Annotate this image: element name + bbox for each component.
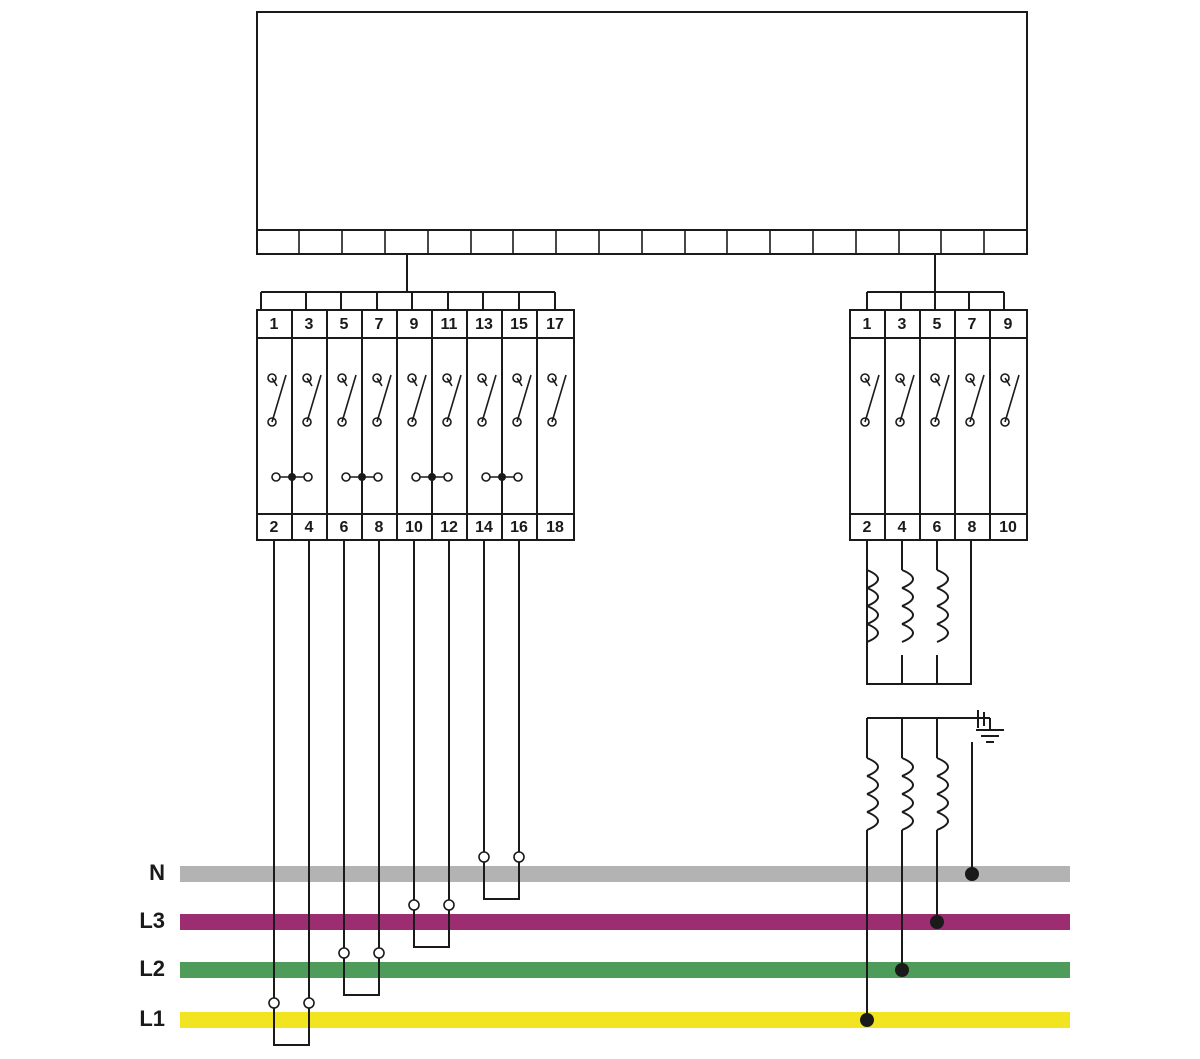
bus-labels [139,860,165,1031]
right-bot-term-10: 10 [999,519,1017,537]
left-top-term-5: 5 [339,316,349,334]
right-bot-term-2: 2 [862,519,872,537]
right-top-term-5: 5 [932,316,942,334]
coil [902,570,913,642]
left-top-term-15: 15 [510,316,528,334]
left-bot-term-10: 10 [405,519,423,537]
bridge [412,473,452,481]
left-top-term-3: 3 [304,316,314,334]
earth-icon [976,710,1004,742]
coil [937,758,948,922]
left-bot-term-8: 8 [374,519,384,537]
bus-label-L1: L1 [139,1005,165,1031]
secondary-coil-group [867,540,971,684]
right-top-term-9: 9 [1003,316,1013,334]
left-top-term-13: 13 [475,316,493,334]
bus-bar-L2 [180,962,1070,978]
junction-dot-L3 [930,915,944,929]
device-to-block-links [261,254,1004,310]
left-top-term-9: 9 [409,316,419,334]
bus-label-L3: L3 [139,907,165,933]
left-bot-term-12: 12 [440,519,458,537]
measuring-device [257,12,1027,254]
coil [867,758,878,1020]
left-bot-term-14: 14 [475,519,493,537]
bus-label-L2: L2 [139,955,165,981]
bridge [272,473,312,481]
bridge [342,473,382,481]
right-top-term-1: 1 [862,316,872,334]
left-bot-term-2: 2 [269,519,279,537]
left-top-term-1: 1 [269,316,279,334]
bridge [482,473,522,481]
right-terminal-block[interactable] [850,310,1027,540]
junction-dot-L1 [860,1013,874,1027]
left-top-term-11: 11 [440,316,458,334]
coil [902,758,913,970]
left-terminal-block[interactable] [257,310,574,540]
junction-dot-N [965,867,979,881]
left-bot-term-16: 16 [510,519,528,537]
coil [937,570,948,642]
right-bot-term-8: 8 [967,519,977,537]
right-bot-term-4: 4 [897,519,907,537]
right-top-term-7: 7 [967,316,977,334]
bus-label-N: N [149,859,165,885]
left-bot-term-6: 6 [339,519,349,537]
right-top-term-3: 3 [897,316,907,334]
left-top-term-7: 7 [374,316,384,334]
left-top-term-17: 17 [546,316,564,334]
left-bot-term-18: 18 [546,519,564,537]
junction-dot-L2 [895,963,909,977]
coil [867,570,878,684]
right-bot-term-6: 6 [932,519,942,537]
left-bot-term-4: 4 [304,519,314,537]
bus-bar-L1 [180,1012,1070,1028]
